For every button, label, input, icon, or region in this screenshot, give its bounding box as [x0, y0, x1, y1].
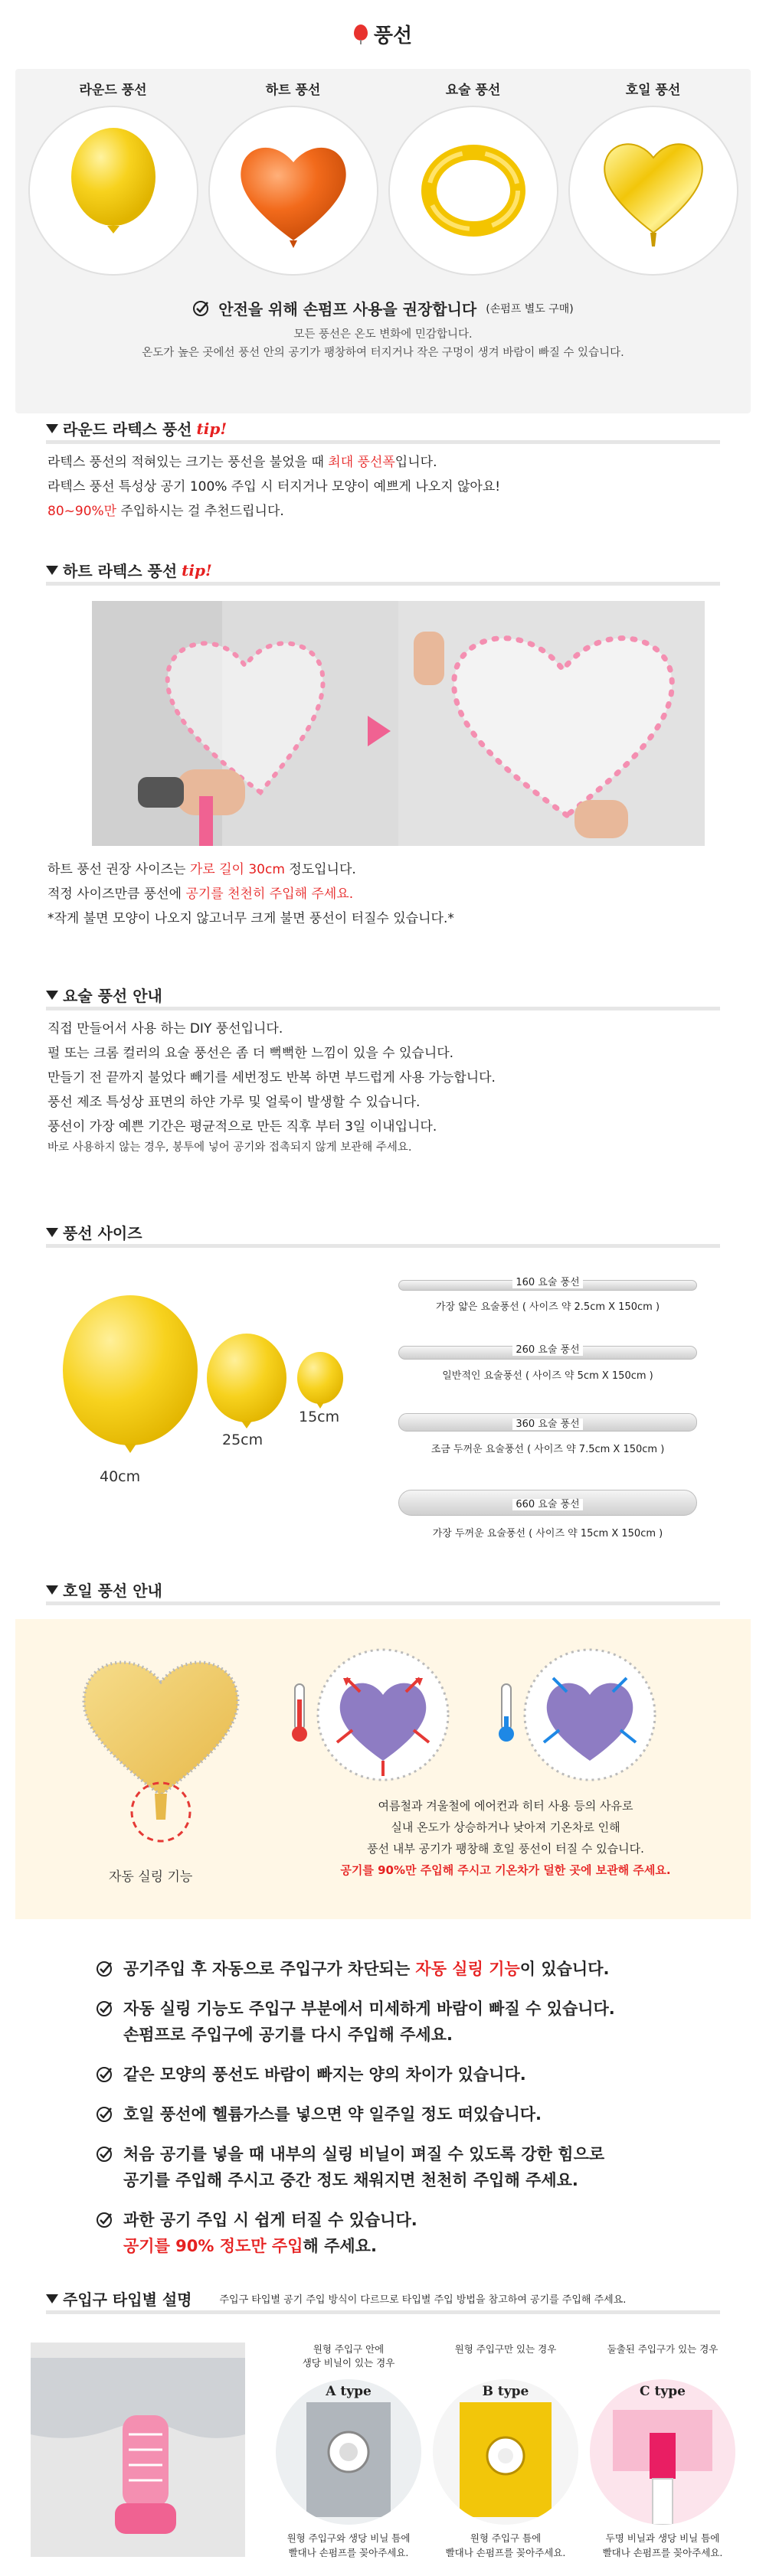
text: 원형 주입구 틈에: [470, 2532, 542, 2544]
card-footer: [429, 2531, 582, 2560]
section-divider: [46, 1601, 720, 1605]
safety-note: (손펌프 별도 구매): [486, 302, 574, 315]
round-tip-line-3: [47, 499, 500, 524]
text: 해 주세요.: [303, 2237, 377, 2255]
cold-contraction-illustration: [490, 1646, 674, 1784]
heart-photo-before: [92, 601, 398, 846]
round-balloon-image: [28, 106, 198, 276]
type-tag: A type: [326, 2384, 372, 2399]
type-label: 하트 풍선: [265, 83, 321, 98]
magic-heading: [46, 984, 162, 1006]
magic-balloon-image: [388, 106, 558, 276]
heart-balloon-photo: [398, 601, 705, 846]
text: 정도입니다.: [284, 862, 356, 877]
round-tip-badge: tip!: [196, 419, 228, 438]
heart-photo-after: [398, 601, 705, 846]
text: 두명 비닐과 생당 비닐 틈에: [605, 2532, 720, 2544]
magic-line-2: 펄 또는 크롬 컬러의 요술 풍선은 좀 더 뻑뻑한 느낌이 있을 수 있습니다.: [47, 1046, 454, 1061]
injector-title: 주입구 타입별 설명: [63, 2290, 192, 2309]
gold-injector-icon: [433, 2379, 578, 2525]
heart-tip-title: 하트 라텍스 풍선: [63, 562, 178, 580]
sizes-heading: [46, 1221, 142, 1243]
type-b-image: [433, 2379, 578, 2525]
magic-line-6: 바로 사용하지 않는 경우, 봉투에 넣어 공기와 접촉되지 않게 보관해 주세요.: [47, 1141, 412, 1154]
page-header: [0, 0, 766, 67]
round-balloon-icon: [60, 122, 167, 260]
highlight-text: 공기를 천천히 주입해 주세요.: [185, 886, 354, 902]
section-divider: [46, 582, 720, 586]
text: 이 있습니다.: [519, 1960, 610, 1978]
section-divider: [46, 2310, 720, 2314]
tip-text: 호일 풍선에 헬륨가스를 넣으면 약 일주일 정도 떠있습니다.: [123, 2105, 542, 2124]
heart-tip-body: [47, 857, 454, 931]
heart-balloon-image: [208, 106, 378, 276]
heart-balloon-photo: [92, 601, 398, 846]
tip-item: [96, 1996, 724, 2048]
check-circle-icon: [96, 1961, 113, 1977]
stick-260-name: [398, 1341, 697, 1356]
text: 공기를 주입해 주시고 중간 정도 채워지면 천천히 주입해 주세요.: [123, 2171, 578, 2189]
text: 주입하시는 걸 추천드립니다.: [116, 504, 284, 519]
stick-160-name: [398, 1274, 697, 1288]
round-tip-heading: [46, 417, 227, 439]
safety-main-text: 안전을 위해 손펌프 사용을 권장합니다: [218, 300, 477, 318]
magic-line-4: 풍선 제조 특성상 표면의 하얀 가루 및 얼룩이 발생할 수 있습니다.: [47, 1095, 421, 1110]
foil-line-2: 실내 온도가 상승하거나 낮아져 기온차로 인해: [391, 1820, 620, 1834]
foil-description: [291, 1795, 720, 1881]
stick-name-text: 160 요술 풍선: [512, 1277, 582, 1288]
safety-main-line: [15, 297, 751, 319]
text: 과한 공기 주입 시 쉽게 터질 수 있습니다.: [123, 2211, 417, 2229]
magic-body: [47, 1017, 496, 1156]
round-size-balloons: [54, 1286, 360, 1485]
text: 처음 공기를 넣을 때 내부의 실링 비닐이 펴질 수 있도록 강한 힘으로: [123, 2145, 605, 2163]
stick-name-text: 360 요술 풍선: [512, 1419, 582, 1430]
pink-injector-icon: [590, 2379, 735, 2525]
text: 둘출된 주입구가 있는 경우: [607, 2343, 719, 2355]
round-tip-title: 라운드 라텍스 풍선: [63, 420, 192, 439]
injector-card-c: [586, 2343, 739, 2560]
text: 손펌프로 주입구에 공기를 다시 주입해 주세요.: [123, 2026, 453, 2044]
stick-660-name: [398, 1496, 697, 1510]
check-circle-icon: [192, 300, 209, 317]
card-caption: [586, 2343, 739, 2375]
injector-desc: 주입구 타입별 공기 주입 방식이 다르므로 타입별 주입 방법을 참고하여 공기를 주입해 주세요.: [219, 2294, 627, 2306]
tip-text: [123, 1956, 609, 1982]
check-circle-icon: [96, 2066, 113, 2083]
injector-heading: [46, 2287, 626, 2310]
text: 빨대나 손펌프를 꽂아주세요.: [445, 2547, 566, 2558]
type-label: 호일 풍선: [625, 83, 681, 98]
heart-tip-line-1: [47, 857, 454, 882]
sizes-title: 풍선 사이즈: [63, 1224, 142, 1242]
magic-line-1: 직접 만들어서 사용 하는 DIY 풍선입니다.: [47, 1021, 283, 1037]
text: 입니다.: [394, 455, 437, 470]
heart-tip-heading: [46, 559, 212, 581]
highlight-text: 최대 풍선폭: [328, 455, 395, 470]
check-circle-icon: [96, 2146, 113, 2163]
stick-360-desc: 조금 두꺼운 요술풍선 ( 사이즈 약 7.5cm X 150cm ): [430, 1444, 665, 1455]
injector-card-a: [272, 2343, 425, 2560]
triangle-down-icon: [46, 1585, 58, 1595]
foil-heart-icon: [592, 126, 715, 256]
magic-title: 요술 풍선 안내: [63, 987, 162, 1005]
stick-name-text: 660 요술 풍선: [512, 1499, 582, 1510]
balloon-types: [27, 78, 739, 276]
safety-notice: [15, 297, 751, 362]
section-divider: [46, 440, 720, 444]
round-tip-line-1: [47, 450, 500, 475]
injector-card-b: [429, 2343, 582, 2560]
text: 공기주입 후 자동으로 주입구가 차단되는: [123, 1960, 416, 1978]
page-title: 풍선: [373, 24, 413, 47]
triangle-down-icon: [46, 991, 58, 1000]
pump-photo: [31, 2343, 245, 2557]
text: 라텍스 풍선의 적혀있는 크기는 풍선을 불었을 때: [47, 455, 329, 470]
stick-160-desc: 가장 얇은 요술풍선 ( 사이즈 약 2.5cm X 150cm ): [435, 1301, 660, 1313]
round-tip-body: [47, 450, 500, 524]
text: 적정 사이즈만큼 풍선에: [47, 886, 186, 902]
foil-balloon-image: [568, 106, 738, 276]
tip-text: [123, 2207, 417, 2259]
card-footer: [272, 2531, 425, 2560]
silver-injector-icon: [276, 2379, 421, 2525]
type-tag: B type: [482, 2384, 529, 2399]
heart-tip-badge: tip!: [182, 560, 212, 580]
text: 빨대나 손펌프를 꽂아주세요.: [288, 2547, 409, 2558]
foil-panel: [15, 1619, 751, 1919]
size-label-40: 40cm: [100, 1468, 141, 1485]
type-label: 라운드 풍선: [79, 83, 147, 98]
foil-title: 호일 풍선 안내: [63, 1582, 162, 1600]
heart-balloon-icon: [228, 126, 358, 256]
tip-text: [123, 2141, 604, 2193]
card-caption: [429, 2343, 582, 2375]
foil-line-1: 여름철과 겨울철에 에어컨과 히터 사용 등의 사유로: [378, 1799, 633, 1813]
injector-row: [31, 2343, 735, 2576]
section-divider: [46, 1007, 720, 1010]
seal-label: 자동 실링 기능: [109, 1869, 193, 1885]
highlight-text: 자동 실링 기능: [415, 1960, 520, 1978]
check-circle-icon: [96, 2106, 113, 2123]
stick-360-name: [398, 1415, 697, 1430]
type-card-round: [27, 78, 199, 276]
balloon-types-panel: [15, 69, 751, 413]
type-card-magic: [387, 78, 559, 276]
text: 자동 실링 기능도 주입구 부분에서 미세하게 바람이 빠질 수 있습니다.: [123, 2000, 615, 2018]
type-card-foil: [567, 78, 739, 276]
foil-heading: [46, 1579, 162, 1601]
size-label-25: 25cm: [222, 1432, 264, 1448]
tip-item: [96, 2141, 724, 2193]
tip-item: [96, 2101, 724, 2127]
safety-sub: [15, 325, 751, 362]
pump-photo-image: [31, 2343, 245, 2557]
foil-line-4: 공기를 90%만 주입해 주시고 기온차가 덜한 곳에 보관해 주세요.: [340, 1863, 671, 1877]
tip-item: [96, 2062, 724, 2088]
foil-line-3: 풍선 내부 공기가 팽창해 호일 풍선이 터질 수 있습니다.: [367, 1842, 644, 1856]
triangle-down-icon: [46, 566, 58, 575]
arrow-right-icon: [368, 716, 391, 746]
highlight-text: 공기를 90% 정도만 주입: [123, 2237, 303, 2255]
type-a-image: [276, 2379, 421, 2525]
triangle-down-icon: [46, 1228, 58, 1237]
foil-heart-seal-illustration: [69, 1642, 253, 1849]
text: 하트 풍선 권장 사이즈는: [47, 862, 190, 877]
highlight-text: 80~90%만: [47, 504, 117, 519]
size-label-15: 15cm: [299, 1409, 340, 1425]
text: 원형 주입구와 생당 비닐 틈에: [286, 2532, 411, 2544]
stick-660-desc: 가장 두꺼운 요술풍선 ( 사이즈 약 15cm X 150cm ): [432, 1528, 663, 1539]
type-card-heart: [207, 78, 379, 276]
text: 생당 비닐이 있는 경우: [302, 2357, 395, 2369]
stick-260-desc: 일반적인 요술풍선 ( 사이즈 약 5cm X 150cm ): [442, 1370, 653, 1382]
safety-line-2: 온도가 높은 곳에선 풍선 안의 공기가 팽창하여 터지거나 작은 구멍이 생겨 바람이 빠질 수 있습니다.: [142, 347, 624, 359]
text: 빨대나 손펌프를 꽂아주세요.: [602, 2547, 723, 2558]
tip-item: [96, 2207, 724, 2259]
magic-line-3: 만들기 전 끝까지 불었다 빼기를 세번정도 반복 하면 부드럽게 사용 가능합니다.: [47, 1070, 496, 1086]
type-c-image: [590, 2379, 735, 2525]
triangle-down-icon: [46, 2294, 58, 2303]
safety-line-1: 모든 풍선은 온도 변화에 민감합니다.: [293, 328, 473, 341]
round-tip-line-2: 라텍스 풍선 특성상 공기 100% 주입 시 터지거나 모양이 예쁘게 나오지 않아요!: [47, 479, 501, 495]
heart-tip-line-2: [47, 882, 454, 906]
highlight-text: 가로 길이 30cm: [189, 862, 285, 877]
card-caption: [272, 2343, 425, 2375]
check-circle-icon: [96, 2212, 113, 2228]
magic-line-5: 풍선이 가장 예쁜 기간은 평균적으로 만든 직후 부터 3일 이내입니다.: [47, 1119, 437, 1135]
check-circle-icon: [96, 2000, 113, 2017]
balloon-icon: [354, 24, 368, 43]
type-tag: C type: [640, 2384, 686, 2399]
heat-expansion-illustration: [283, 1646, 467, 1784]
tip-item: [96, 1956, 724, 1982]
card-footer: [586, 2531, 739, 2560]
section-divider: [46, 1244, 720, 1248]
tip-text: 같은 모양의 풍선도 바람이 빠지는 양의 차이가 있습니다.: [123, 2065, 526, 2084]
text: 원형 주입구만 있는 경우: [454, 2343, 557, 2355]
magic-balloon-icon: [412, 129, 535, 252]
tip-text: [123, 1996, 615, 2048]
stick-name-text: 260 요술 풍선: [512, 1344, 582, 1356]
foil-tips-list: [96, 1956, 724, 2273]
heart-tip-line-3: *작게 불면 모양이 나오지 않고너무 크게 불면 풍선이 터질수 있습니다.*: [47, 911, 454, 926]
text: 원형 주입구 안에: [313, 2343, 385, 2355]
type-label: 요술 풍선: [445, 83, 501, 98]
triangle-down-icon: [46, 424, 58, 433]
